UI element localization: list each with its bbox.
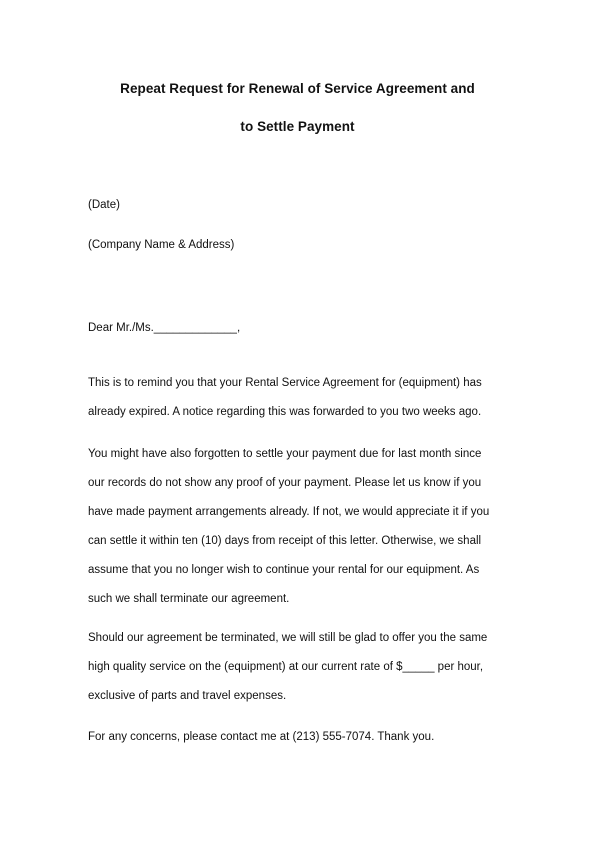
salutation-text: Dear Mr./Ms._____________, xyxy=(88,322,241,334)
company-address-placeholder xyxy=(88,231,528,260)
date-placeholder xyxy=(88,191,528,220)
salutation xyxy=(88,314,528,343)
paragraph-3 xyxy=(88,624,528,711)
paragraph-line: high quality service on the (equipment) at our current rate of $_____ per hour, xyxy=(88,661,484,673)
paragraph-line: such we shall terminate our agreement. xyxy=(88,593,290,605)
paragraph-line: our records do not show any proof of your payment. Please let us know if you xyxy=(88,477,482,489)
paragraph-line: For any concerns, please contact me at (213) 555-7074. Thank you. xyxy=(88,731,435,743)
paragraph-line: assume that you no longer wish to continue your rental for our equipment. As xyxy=(88,564,480,576)
paragraph-line: You might have also forgotten to settle your payment due for last month since xyxy=(88,448,482,460)
paragraph-2 xyxy=(88,440,528,614)
document-title-line-1: Repeat Request for Renewal of Service Agreement and xyxy=(120,81,475,96)
paragraph-line: already expired. A notice regarding this was forwarded to you two weeks ago. xyxy=(88,406,482,418)
paragraph-4 xyxy=(88,723,528,752)
date-placeholder-text: (Date) xyxy=(88,199,120,211)
paragraph-line: This is to remind you that your Rental Service Agreement for (equipment) has xyxy=(88,377,482,389)
paragraph-1 xyxy=(88,369,528,427)
paragraph-line: exclusive of parts and travel expenses. xyxy=(88,690,287,702)
document-title-line-2: to Settle Payment xyxy=(240,119,355,134)
paragraph-line: can settle it within ten (10) days from receipt of this letter. Otherwise, we shall xyxy=(88,535,482,547)
paragraph-line: have made payment arrangements already. If not, we would appreciate it if you xyxy=(88,506,490,518)
company-placeholder-text: (Company Name & Address) xyxy=(88,239,235,251)
paragraph-line: Should our agreement be terminated, we will still be glad to offer you the same xyxy=(88,632,488,644)
